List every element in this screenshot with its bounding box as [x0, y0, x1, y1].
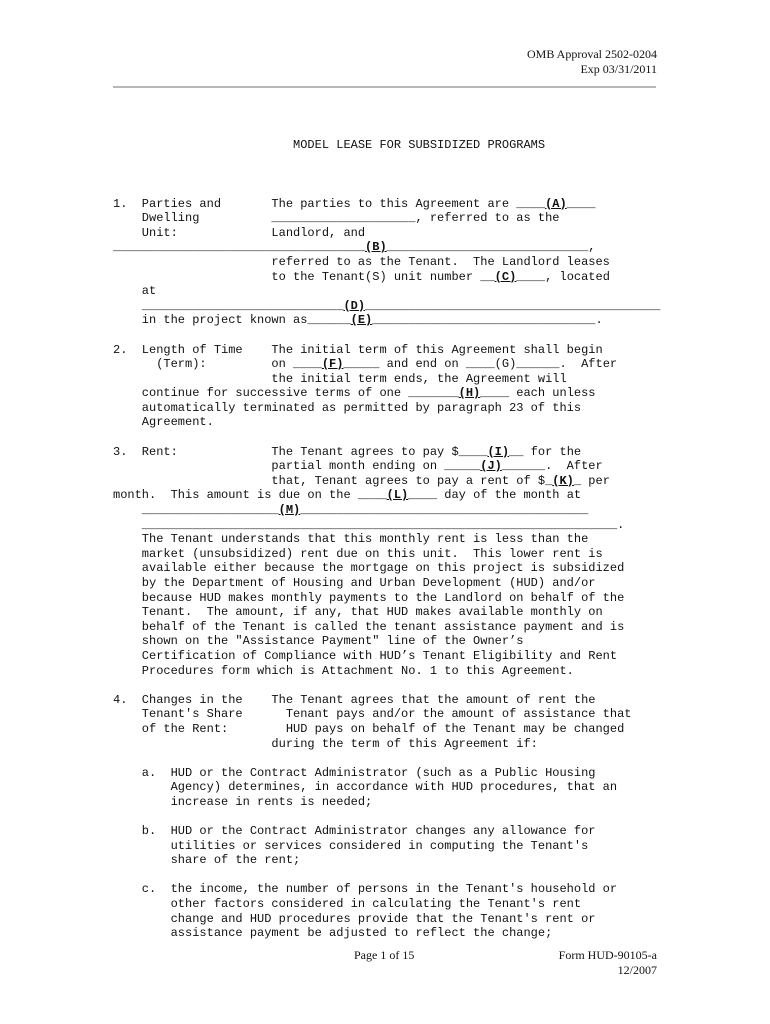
lease-line: [113, 488, 660, 503]
line-text: continue for successive terms of one _______: [113, 386, 459, 401]
omb-expiration: Exp 03/31/2011: [580, 62, 657, 76]
line-text: shown on the "Assistance Payment" line of the Owner’s: [113, 634, 524, 649]
line-text: Tenant's Share Tenant pays and/or the amount of assistance that: [113, 707, 632, 722]
form-id-block: [559, 948, 657, 978]
header-divider: [113, 86, 656, 88]
lease-line: [113, 459, 660, 474]
line-text: 2. Length of Time The initial term of this Agreement shall begin: [113, 342, 603, 357]
lease-line: [113, 401, 660, 416]
blank-field-marker: (A): [545, 196, 567, 211]
line-text: at: [113, 284, 157, 299]
line-tail: __ for the: [509, 444, 582, 459]
lease-line: [113, 343, 660, 358]
lease-line: [113, 751, 660, 766]
lease-line: [113, 664, 660, 679]
line-text: a. HUD or the Contract Administrator (such as a Public Housing: [113, 765, 596, 780]
lease-line: [113, 518, 660, 533]
line-text: by the Department of Housing and Urban Development (HUD) and/or: [113, 576, 596, 590]
lease-line: [113, 868, 660, 883]
line-text: Tenant. The amount, if any, that HUD makes available monthly on: [113, 605, 603, 620]
line-tail: _________________________________________: [365, 298, 661, 313]
lease-line: [113, 182, 660, 197]
lease-line: [113, 299, 660, 314]
lease-line: [113, 897, 660, 912]
lease-line: [113, 693, 660, 708]
line-text: Certification of Compliance with HUD’s Tenant Eligibility and Rent: [113, 648, 618, 663]
lease-line: [113, 357, 660, 372]
lease-line: [113, 576, 660, 591]
line-tail: ____________________________,: [386, 240, 596, 255]
lease-line: [113, 197, 660, 212]
omb-approval-block: [527, 47, 657, 77]
lease-line: [113, 707, 660, 722]
lease-body: [113, 109, 660, 955]
blank-field-marker: (B): [365, 240, 387, 255]
lease-line: [113, 240, 660, 255]
line-text: Dwelling ____________________, referred to as the: [113, 211, 560, 226]
lease-line: [113, 255, 660, 270]
lease-line: [113, 415, 660, 430]
lease-line: [113, 678, 660, 693]
line-text: other factors considered in calculating the Tenant's rent: [113, 897, 582, 912]
lease-line: [113, 810, 660, 825]
lease-line: [113, 634, 660, 649]
line-text: assistance payment be adjusted to reflect the change;: [113, 926, 553, 941]
line-text: Agency) determines, in accordance with HUD procedures, that an: [113, 780, 618, 795]
lease-line: [113, 620, 660, 635]
lease-line: [113, 226, 660, 241]
blank-field-marker: (K): [552, 473, 574, 488]
lease-line: [113, 547, 660, 562]
lease-line: [113, 824, 660, 839]
lease-line: [113, 474, 660, 489]
blank-field-marker: (J): [480, 459, 502, 474]
lease-line: [113, 649, 660, 664]
line-text: available either because the mortgage on this project is subsidized: [113, 561, 625, 576]
line-text: 4. Changes in the The Tenant agrees that the amount of rent the: [113, 692, 596, 707]
line-text: change and HUD procedures provide that the Tenant's rent or: [113, 911, 596, 926]
lease-line: [113, 561, 660, 576]
line-text: to the Tenant(S) unit number __: [113, 269, 495, 284]
line-text: share of the rent;: [113, 853, 301, 868]
line-text: The Tenant understands that this monthly rent is less than the: [113, 532, 589, 547]
line-tail: _______________________________.: [372, 313, 603, 328]
line-text: (Term): on ____: [113, 357, 322, 372]
line-tail: ____, located: [516, 269, 610, 284]
line-text: during the term of this Agreement if:: [113, 736, 538, 751]
lease-line: [113, 853, 660, 868]
line-text: partial month ending on _____: [113, 459, 481, 474]
lease-line: [113, 737, 660, 752]
line-text: that, Tenant agrees to pay a rent of $_: [113, 473, 553, 488]
line-text: 3. Rent: The Tenant agrees to pay $____: [113, 444, 488, 459]
blank-field-marker: (L): [386, 488, 409, 503]
line-tail: ______. After: [501, 459, 603, 474]
line-tail: ____ each unless: [480, 386, 596, 401]
lease-line: [113, 503, 660, 518]
line-text: Procedures form which is Attachment No. 1 to this Agreement.: [113, 663, 574, 678]
line-text: the initial term ends, the Agreement will: [113, 371, 567, 386]
blank-field-marker: (D): [343, 298, 366, 313]
blank-field-marker: (M): [278, 503, 301, 518]
line-text: behalf of the Tenant is called the tenant assistance payment and is: [113, 619, 625, 634]
lease-line: [113, 839, 660, 854]
line-text: __________________________________________________________________.: [113, 517, 625, 532]
line-text: Unit: Landlord, and: [113, 225, 366, 240]
line-text: ___________________________________: [113, 240, 366, 255]
lease-line: [113, 284, 660, 299]
line-text: b. HUD or the Contract Administrator changes any allowance for: [113, 824, 596, 839]
line-tail: _ per: [573, 473, 610, 488]
blank-field-marker: (I): [487, 444, 510, 459]
line-text: month. This amount is due on the ____: [113, 488, 387, 503]
lease-line: [113, 605, 660, 620]
line-tail: ____: [566, 196, 596, 211]
lease-line: [113, 328, 660, 343]
line-text: automatically terminated as permitted by paragraph 23 of this: [113, 400, 582, 415]
document-title: MODEL LEASE FOR SUBSIDIZED PROGRAMS: [113, 138, 546, 153]
lease-line: [113, 313, 660, 328]
line-text: c. the income, the number of persons in the Tenant's household or: [113, 882, 618, 897]
line-text: utilities or services considered in computing the Tenant's: [113, 838, 589, 853]
lease-line: [113, 912, 660, 927]
line-text: of the Rent: HUD pays on behalf of the Tenant may be changed: [113, 721, 625, 736]
line-text: Agreement.: [113, 415, 214, 430]
lease-line: [113, 430, 660, 445]
lease-line: [113, 211, 660, 226]
lease-lines: [113, 182, 660, 941]
form-number: Form HUD-90105-a: [558, 948, 657, 962]
blank-field-marker: (H): [458, 386, 481, 401]
line-tail: ____ day of the month at: [408, 488, 582, 503]
lease-line: [113, 926, 660, 941]
line-text: ___________________: [113, 503, 279, 518]
line-text: market (unsubsidized) rent due on this unit. This lower rent is: [113, 546, 603, 561]
line-text: referred to as the Tenant. The Landlord leases: [113, 254, 610, 269]
lease-line: [113, 795, 660, 810]
line-text: because HUD makes monthly payments to the Landlord on behalf of the: [113, 590, 625, 605]
lease-line: [113, 270, 660, 285]
form-date: 12/2007: [617, 963, 657, 977]
line-text: in the project known as______: [113, 313, 351, 328]
line-text: 1. Parties and The parties to this Agreement are ____: [113, 196, 546, 211]
lease-line: [113, 882, 660, 897]
lease-line: [113, 372, 660, 387]
lease-line: [113, 780, 660, 795]
omb-approval-number: OMB Approval 2502-0204: [527, 47, 657, 61]
blank-field-marker: (E): [350, 313, 373, 328]
lease-line: [113, 722, 660, 737]
lease-line: [113, 532, 660, 547]
lease-line: [113, 386, 660, 401]
lease-line: [113, 445, 660, 460]
line-tail: ________________________________________: [300, 503, 589, 518]
lease-line: [113, 766, 660, 781]
blank-field-marker: (C): [494, 269, 517, 284]
blank-field-marker: (F): [321, 357, 344, 372]
line-text: increase in rents is needed;: [113, 794, 373, 809]
lease-line: [113, 591, 660, 606]
line-tail: _____ and end on ____(G)______. After: [343, 357, 618, 372]
line-text: ____________________________: [113, 298, 344, 313]
page-number: Page 1 of 15: [354, 948, 415, 962]
